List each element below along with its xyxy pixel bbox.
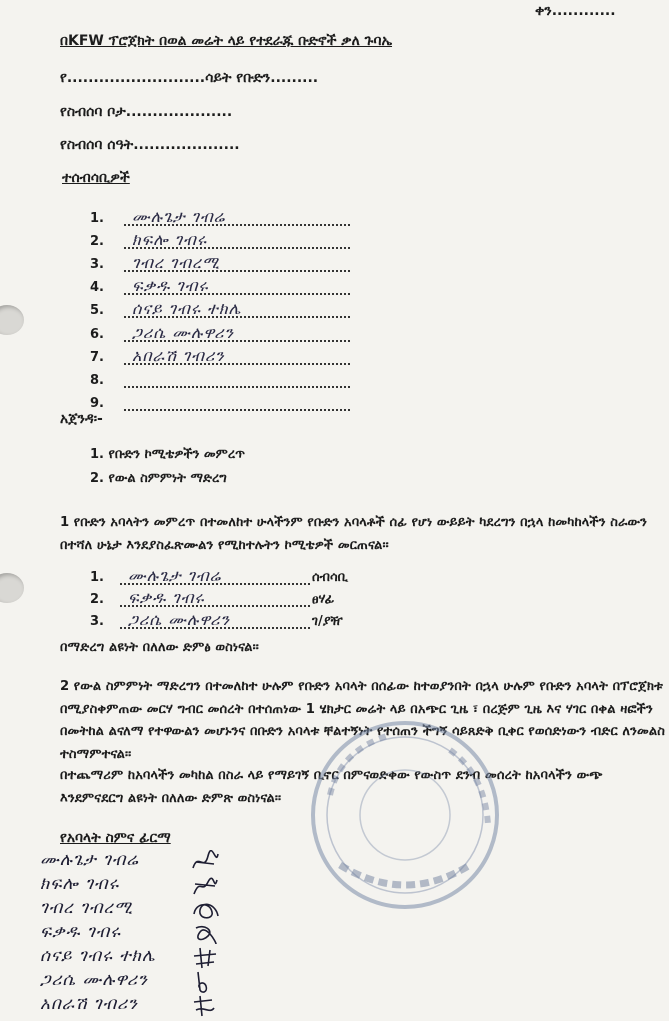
attendee-row [90,318,350,341]
attendee-row [90,342,350,365]
signature-mark [190,994,220,1018]
committee-list [90,563,380,629]
attendee-number: 8. [90,372,104,388]
signature-mark [190,874,220,898]
attendee-number: 5. [90,303,104,319]
agenda-list [90,447,245,495]
attendee-name: ፍቃዱ ገብሩ [132,276,209,296]
agenda-label: አጀንዳ፡- [60,411,103,427]
signature-list [40,850,270,1018]
attendee-row [90,226,350,249]
agenda-item: 1. የቡድን ኮሚቴዎችን መምረጥ [90,447,245,462]
committee-paragraph: 1 የቡድን አባላትን መምረጥ በተመለከተ ሁላችንም የቡድን አባላቶች ሰፊ የሆነ ውይይት ካደረግን በኋላ ከመካከላችን ስራውን በተሻለ ሁኔታ እንደያስፈጽሙልን የሚከተሉትን ኮሚቴዎች መርጠናል፡፡ [60,515,648,553]
decision-line: በማድረግ ልዩነት በለለው ድምፅ ወስነናል፡፡ [60,640,259,655]
attendee-row [90,388,350,411]
date-field: ቀን............ [535,3,616,19]
attendee-number: 4. [90,280,104,296]
committee-row [90,607,380,629]
attendee-number: 7. [90,349,104,365]
attendee-number: 9. [90,395,104,411]
signature-row [40,970,270,994]
attendee-name: ሰናይ ገብሩ ተክሌ [132,299,242,319]
signature-mark [190,850,220,874]
attendee-name: ሙሉጌታ ገብሬ [132,207,226,227]
signature-row [40,898,270,922]
attendee-number: 2. [90,234,104,250]
attendee-row [90,272,350,295]
document-title: በKFW ፕሮጀክት በወል መሬት ላይ የተደራጁ ቡድኖች ቃለ ጉባኤ [60,33,393,49]
committee-number: 1. [90,570,104,585]
meeting-place-field: የስብሰባ ቦታ.................... [60,104,233,120]
committee-row [90,563,380,585]
signature-row [40,946,270,970]
committee-name: ሙሉጌታ ገብሬ [128,566,222,585]
committee-row [90,585,380,607]
meeting-time-field: የስብሰባ ሰዓት.................... [60,137,240,153]
member-name: ጋሪሴ ሙሉዋሪን [40,970,148,990]
member-name: አበራሽ ገብሪን [40,994,138,1014]
attendee-row [90,203,350,226]
agenda-item: 2. የውል ስምምነት ማድረግ [90,471,227,486]
committee-number: 2. [90,592,104,607]
attendee-row [90,295,350,318]
member-name: ሰናይ ገብሩ ተክሌ [40,946,156,966]
signature-mark [190,970,220,994]
signatures-heading: የአባላት ስምና ፊርማ [60,830,171,846]
attendee-list [90,203,350,411]
committee-role: ገ/ያዥ [312,614,343,629]
signature-row [40,994,270,1018]
member-name: ሙሉጌታ ገብሬ [40,850,139,870]
signature-row [40,922,270,946]
punch-hole-top [0,305,24,335]
attendee-row [90,365,350,388]
attendee-number: 1. [90,211,104,227]
committee-role: ሰብሳቢ [312,570,348,585]
member-name: ፍቃዱ ገብሩ [40,922,121,942]
attendee-name: ገብረ ገብረሚ [132,253,221,273]
agreement-paragraph: 2 የውል ስምምነት ማድረግን በተመለከተ ሁሉም የቡድን አባላት በሰፊው ከተወያንበት በኋላ ሁሉም የቡድን አባላት በፕሮጀክቱ በሚያስቀምጠው መርሃ ግብር መሰረት በተሰጠነው 1 ሄክታር መሬት ላይ በአጭር ጊዜ ፣ በረጅም ጊዜ እና ሃገር በቀል ዛፎችን በመትከል ልናለማ የተዋውልን መሆኑንና በቡድን አባላቱ ቸልተኝነት የተሰጠን ችግኝ ሳይጸድቅ ቢቀር የወሰድነውን ብድር ለንመልስ ተስማምተናል፡፡ [60,679,666,762]
attendee-row [90,249,350,272]
punch-hole-bottom [0,573,24,603]
member-name: ገብረ ገብረሚ [40,898,134,918]
attendee-name: ጋሪሴ ሙሉዋሪን [132,322,235,342]
signature-mark [190,946,220,970]
signature-mark [190,898,220,922]
attendee-number: 6. [90,326,104,342]
committee-name: ጋሪሴ ሙሉዋሪን [128,610,231,629]
signature-mark [190,922,220,946]
signature-row [40,850,270,874]
additional-decision-paragraph: በተጨማሪም ከአባላችን መካከል በስራ ላይ የማይገኝ ቢኖር በምናወድቀው የውስጥ ደንብ መሰረት ከአባላችን ውጭ እንደምናደርግ ልዩነት በለለው ድምጽ ወስነናል፡፡ [60,768,603,806]
member-name: ክፍሎ ገብሩ [40,874,120,894]
committee-role: ፀሃፊ [312,592,335,607]
committee-name: ፍቃዱ ገብሩ [128,588,205,607]
official-stamp [300,715,510,915]
attendees-heading: ተሰብሳቢዎች [62,170,130,186]
attendee-number: 3. [90,257,104,273]
signature-row [40,874,270,898]
attendee-name: ክፍሎ ገብሩ [132,230,207,250]
attendee-name: አበራሽ ገብሪን [132,345,225,365]
site-field: የ..........................ሳይት የቡድን......... [60,70,319,86]
committee-number: 3. [90,614,104,629]
